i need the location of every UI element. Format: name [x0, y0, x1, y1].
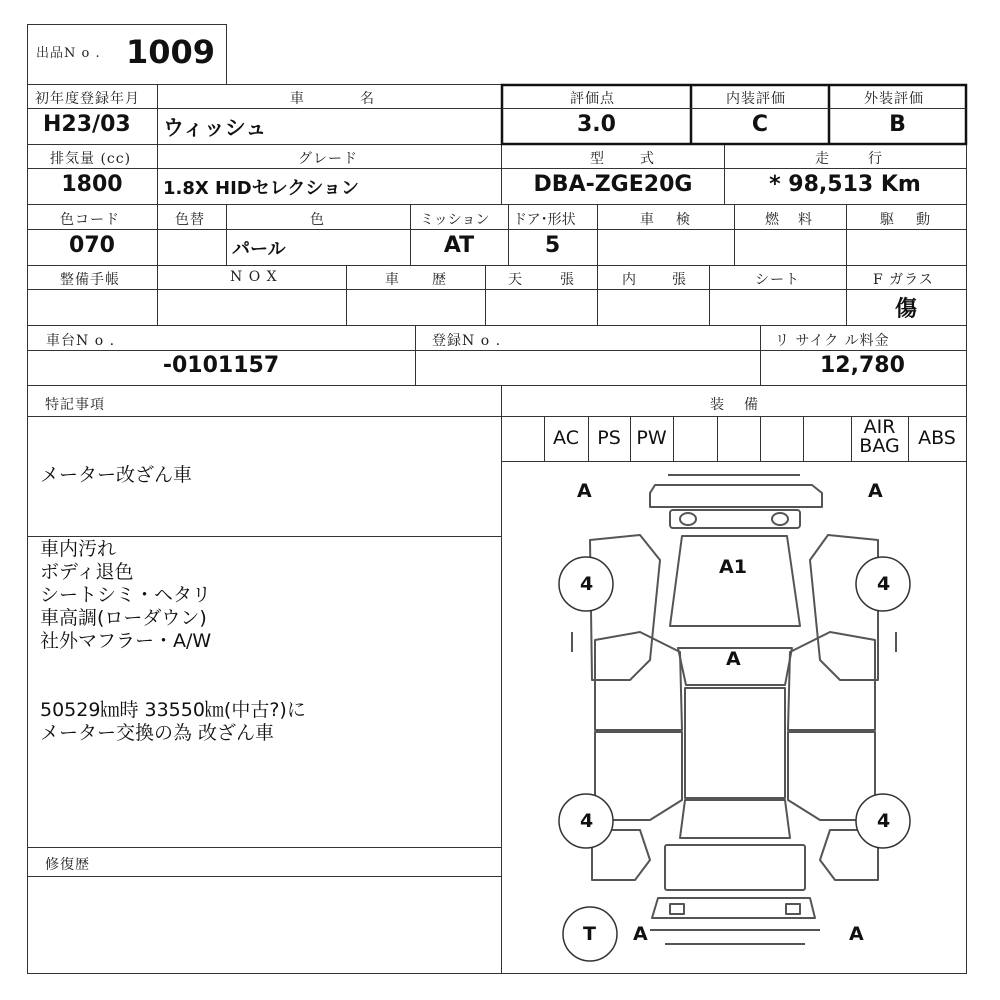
mark-rear-right: A: [849, 923, 864, 945]
back-door: [665, 845, 805, 890]
equip-airbag-2: BAG: [859, 435, 900, 457]
mission-label: ミッション: [420, 212, 490, 228]
history-label-a: 車: [385, 272, 400, 288]
model-value: DBA-ZGE20G: [533, 172, 693, 197]
mileage-label-b: 行: [868, 151, 883, 167]
taillight-right: [786, 904, 800, 914]
color-code-label: 色コード: [60, 212, 120, 228]
mark-tire-rr: 4: [877, 810, 891, 832]
taillight-left: [670, 904, 684, 914]
score-label: 評価点: [570, 91, 615, 107]
roof-label-a: 天: [508, 272, 523, 288]
nox-label: N O X: [230, 269, 278, 285]
headlight-left: [680, 513, 696, 525]
mark-rear-left: A: [633, 923, 648, 945]
equip-abs: ABS: [918, 427, 956, 449]
chassis-label: 車台N o .: [46, 333, 116, 349]
front-glass-label: F ガラス: [873, 272, 934, 288]
mark-spare-tire: T: [583, 923, 596, 945]
notes-line-2: 車内汚れ: [40, 538, 117, 560]
color-value: パール: [232, 239, 286, 260]
roof: [685, 688, 785, 798]
score-value: 3.0: [577, 112, 616, 137]
notes-line-8: メーター交換の為 改ざん車: [40, 722, 275, 744]
front-bumper: [650, 485, 822, 507]
fuel-label-b: 料: [798, 212, 813, 228]
car-name-label-a: 車: [290, 91, 305, 107]
inner-label-a: 内: [622, 272, 637, 288]
grade-value: 1.8X HIDセレクション: [163, 178, 360, 199]
equip-ac: AC: [553, 427, 579, 449]
mark-windshield: A: [726, 648, 741, 670]
lot-number: 1009: [126, 33, 216, 71]
repaint-label: 色替: [175, 212, 205, 228]
interior-value: C: [751, 112, 769, 137]
fuel-label-a: 燃: [765, 212, 780, 228]
mark-tire-rl: 4: [580, 810, 594, 832]
maintenance-label: 整備手帳: [60, 272, 120, 288]
fender-fr: [810, 535, 878, 680]
notes-line-5: 車高調(ローダウン): [40, 607, 207, 629]
inspection-label-a: 車: [640, 212, 655, 228]
hood: [670, 536, 800, 626]
grade-label: グレード: [298, 151, 358, 167]
mark-tire-fl: 4: [580, 573, 594, 595]
interior-label: 内装評価: [726, 91, 786, 107]
recycle-value: 12,780: [820, 353, 905, 378]
mark-front-right: A: [868, 480, 883, 502]
mark-tire-fr: 4: [877, 573, 891, 595]
exterior-label: 外装評価: [864, 91, 924, 107]
front-glass-value: 傷: [894, 297, 917, 322]
mission-value: AT: [443, 233, 475, 258]
displacement-label: 排気量 (cc): [50, 151, 132, 167]
lot-label: 出品N o .: [36, 46, 101, 61]
equip-airbag-1: AIR: [863, 416, 896, 438]
inspection-label-b: 検: [676, 212, 691, 228]
inner-label-b: 張: [672, 272, 687, 288]
color-label: 色: [310, 212, 325, 228]
exterior-value: B: [889, 112, 906, 137]
model-label-b: 式: [640, 151, 655, 167]
history-label-b: 歴: [432, 272, 447, 288]
drive-label-a: 駆: [880, 212, 895, 228]
seat-label: シート: [755, 272, 800, 288]
model-label-a: 型: [590, 151, 605, 167]
door-value: 5: [544, 233, 561, 258]
color-code-value: 070: [69, 233, 115, 258]
registration-no-label: 登録N o .: [432, 333, 502, 349]
notes-line-4: シートシミ・ヘタリ: [40, 584, 212, 606]
mileage-label-a: 走: [815, 151, 830, 167]
equipment-label-b: 備: [744, 397, 759, 413]
equip-pw: PW: [636, 427, 667, 449]
door-label: ドア･形状: [513, 212, 576, 228]
equipment-label-a: 装: [710, 397, 725, 413]
rear-window: [680, 800, 790, 838]
drive-label-b: 動: [916, 212, 931, 228]
notes-line-1: メーター改ざん車: [40, 464, 193, 486]
roof-label-b: 張: [560, 272, 575, 288]
registration-value: H23/03: [43, 112, 131, 137]
equip-ps: PS: [597, 427, 621, 449]
headlight-right: [772, 513, 788, 525]
notes-line-6: 社外マフラー・A/W: [40, 630, 212, 652]
mark-front-left: A: [577, 480, 592, 502]
chassis-value: -0101157: [162, 353, 280, 378]
repair-history-label: 修復歴: [45, 857, 90, 873]
mileage-value: * 98,513 Km: [769, 172, 921, 197]
car-name-value: ウィッシュ: [163, 116, 267, 140]
notes-line-7: 50529㎞時 33550㎞(中古?)に: [40, 699, 306, 721]
mark-hood: A1: [719, 556, 747, 578]
recycle-label: リ サイク ル料金: [775, 333, 890, 349]
notes-line-3: ボディ退色: [40, 561, 134, 583]
displacement-value: 1800: [61, 172, 123, 197]
car-name-label-b: 名: [360, 91, 375, 107]
notes-label: 特記事項: [45, 397, 105, 413]
registration-label: 初年度登録年月: [35, 91, 140, 107]
